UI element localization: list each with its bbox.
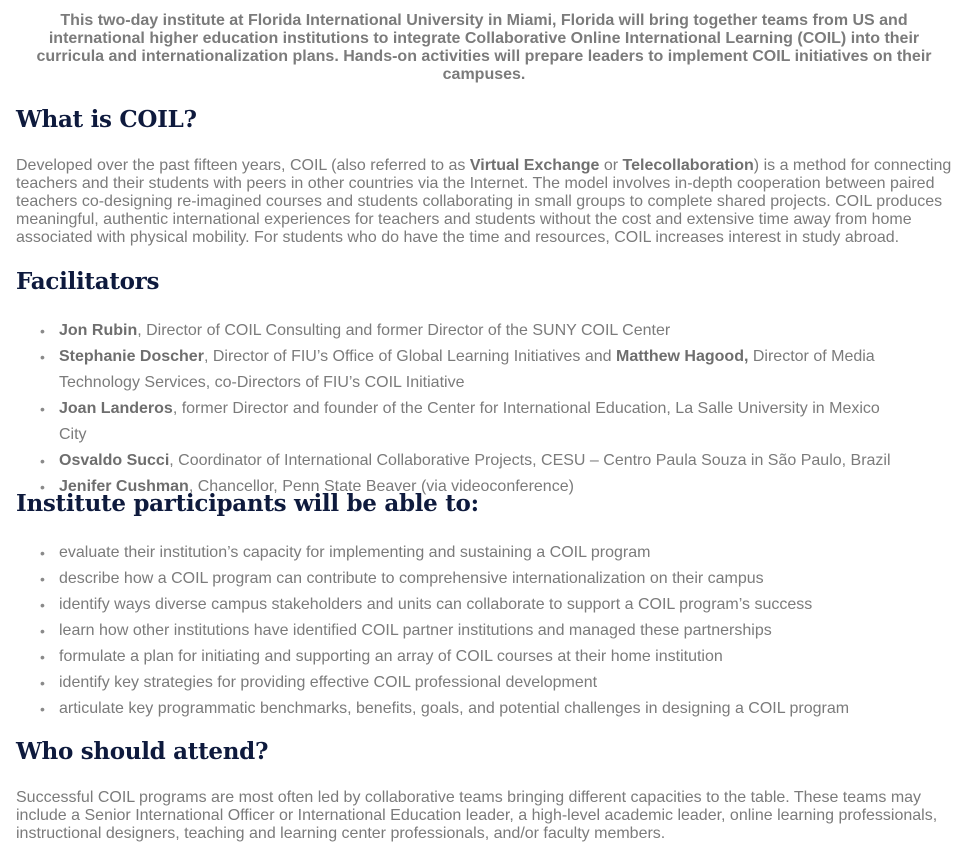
- list-item: • learn how other institutions have identified COIL partner institutions and managed these partnerships: [40, 618, 940, 644]
- facilitator-item: • Jon Rubin, Director of COIL Consulting and former Director of the SUNY COIL Center: [40, 318, 910, 344]
- list-item: • identify ways diverse campus stakeholders and units can collaborate to support a COIL program’s success: [40, 592, 940, 618]
- facilitator-item: • Jenifer Cushman, Chancellor, Penn State Beaver (via videoconference): [40, 474, 910, 500]
- list-item: • describe how a COIL program can contribute to comprehensive internationalization on their campus: [40, 566, 940, 592]
- what-is-coil-heading: What is COIL?: [16, 106, 197, 133]
- intro-paragraph: This two-day institute at Florida International University in Miami, Florida will bring together teams from US and international higher education institutions to integrate Collaborative Online International Learning (COIL) into their curricula and internationalization plans. Hands-on activities will prepare leaders to implement COIL initiatives on their campuses.: [36, 12, 932, 83]
- participants-list: [40, 540, 940, 722]
- facilitators-list: [40, 318, 910, 500]
- what-is-coil-paragraph: Developed over the past fifteen years, COIL (also referred to as Virtual Exchange or Telecollaboration) is a method for connecting teachers and their students with peers in other countries via the Internet. The model involves in-depth cooperation between paired teachers co-designing re-imagined courses and students collaborating in small groups to complete shared projects. COIL produces meaningful, authentic international experiences for teachers and students without the cost and extensive time away from home associated with physical mobility. For students who do have the time and resources, COIL increases interest in study abroad.: [16, 157, 952, 246]
- facilitator-item: • Joan Landeros, former Director and founder of the Center for International Education, La Salle University in Mexico City: [40, 396, 910, 448]
- facilitators-heading: Facilitators: [16, 268, 160, 295]
- participants-heading: Institute participants will be able to:: [16, 490, 479, 517]
- list-item: • evaluate their institution’s capacity for implementing and sustaining a COIL program: [40, 540, 940, 566]
- facilitator-item: • Osvaldo Succi, Coordinator of International Collaborative Projects, CESU – Centro Paula Souza in São Paulo, Brazil: [40, 448, 910, 474]
- who-should-attend-heading: Who should attend?: [16, 738, 269, 765]
- list-item: • articulate key programmatic benchmarks, benefits, goals, and potential challenges in designing a COIL program: [40, 696, 940, 722]
- facilitator-item: • Stephanie Doscher, Director of FIU’s Office of Global Learning Initiatives and Matthew Hagood, Director of Media Technology Services, co-Directors of FIU’s COIL Initiative: [40, 344, 910, 396]
- list-item: • formulate a plan for initiating and supporting an array of COIL courses at their home institution: [40, 644, 940, 670]
- list-item: • identify key strategies for providing effective COIL professional development: [40, 670, 940, 696]
- who-should-attend-paragraph: Successful COIL programs are most often led by collaborative teams bringing different capacities to the table. These teams may include a Senior International Officer or International Education leader, a high-level academic leader, online learning professionals, instructional designers, teaching and learning center professionals, and/or faculty members.: [16, 789, 938, 842]
